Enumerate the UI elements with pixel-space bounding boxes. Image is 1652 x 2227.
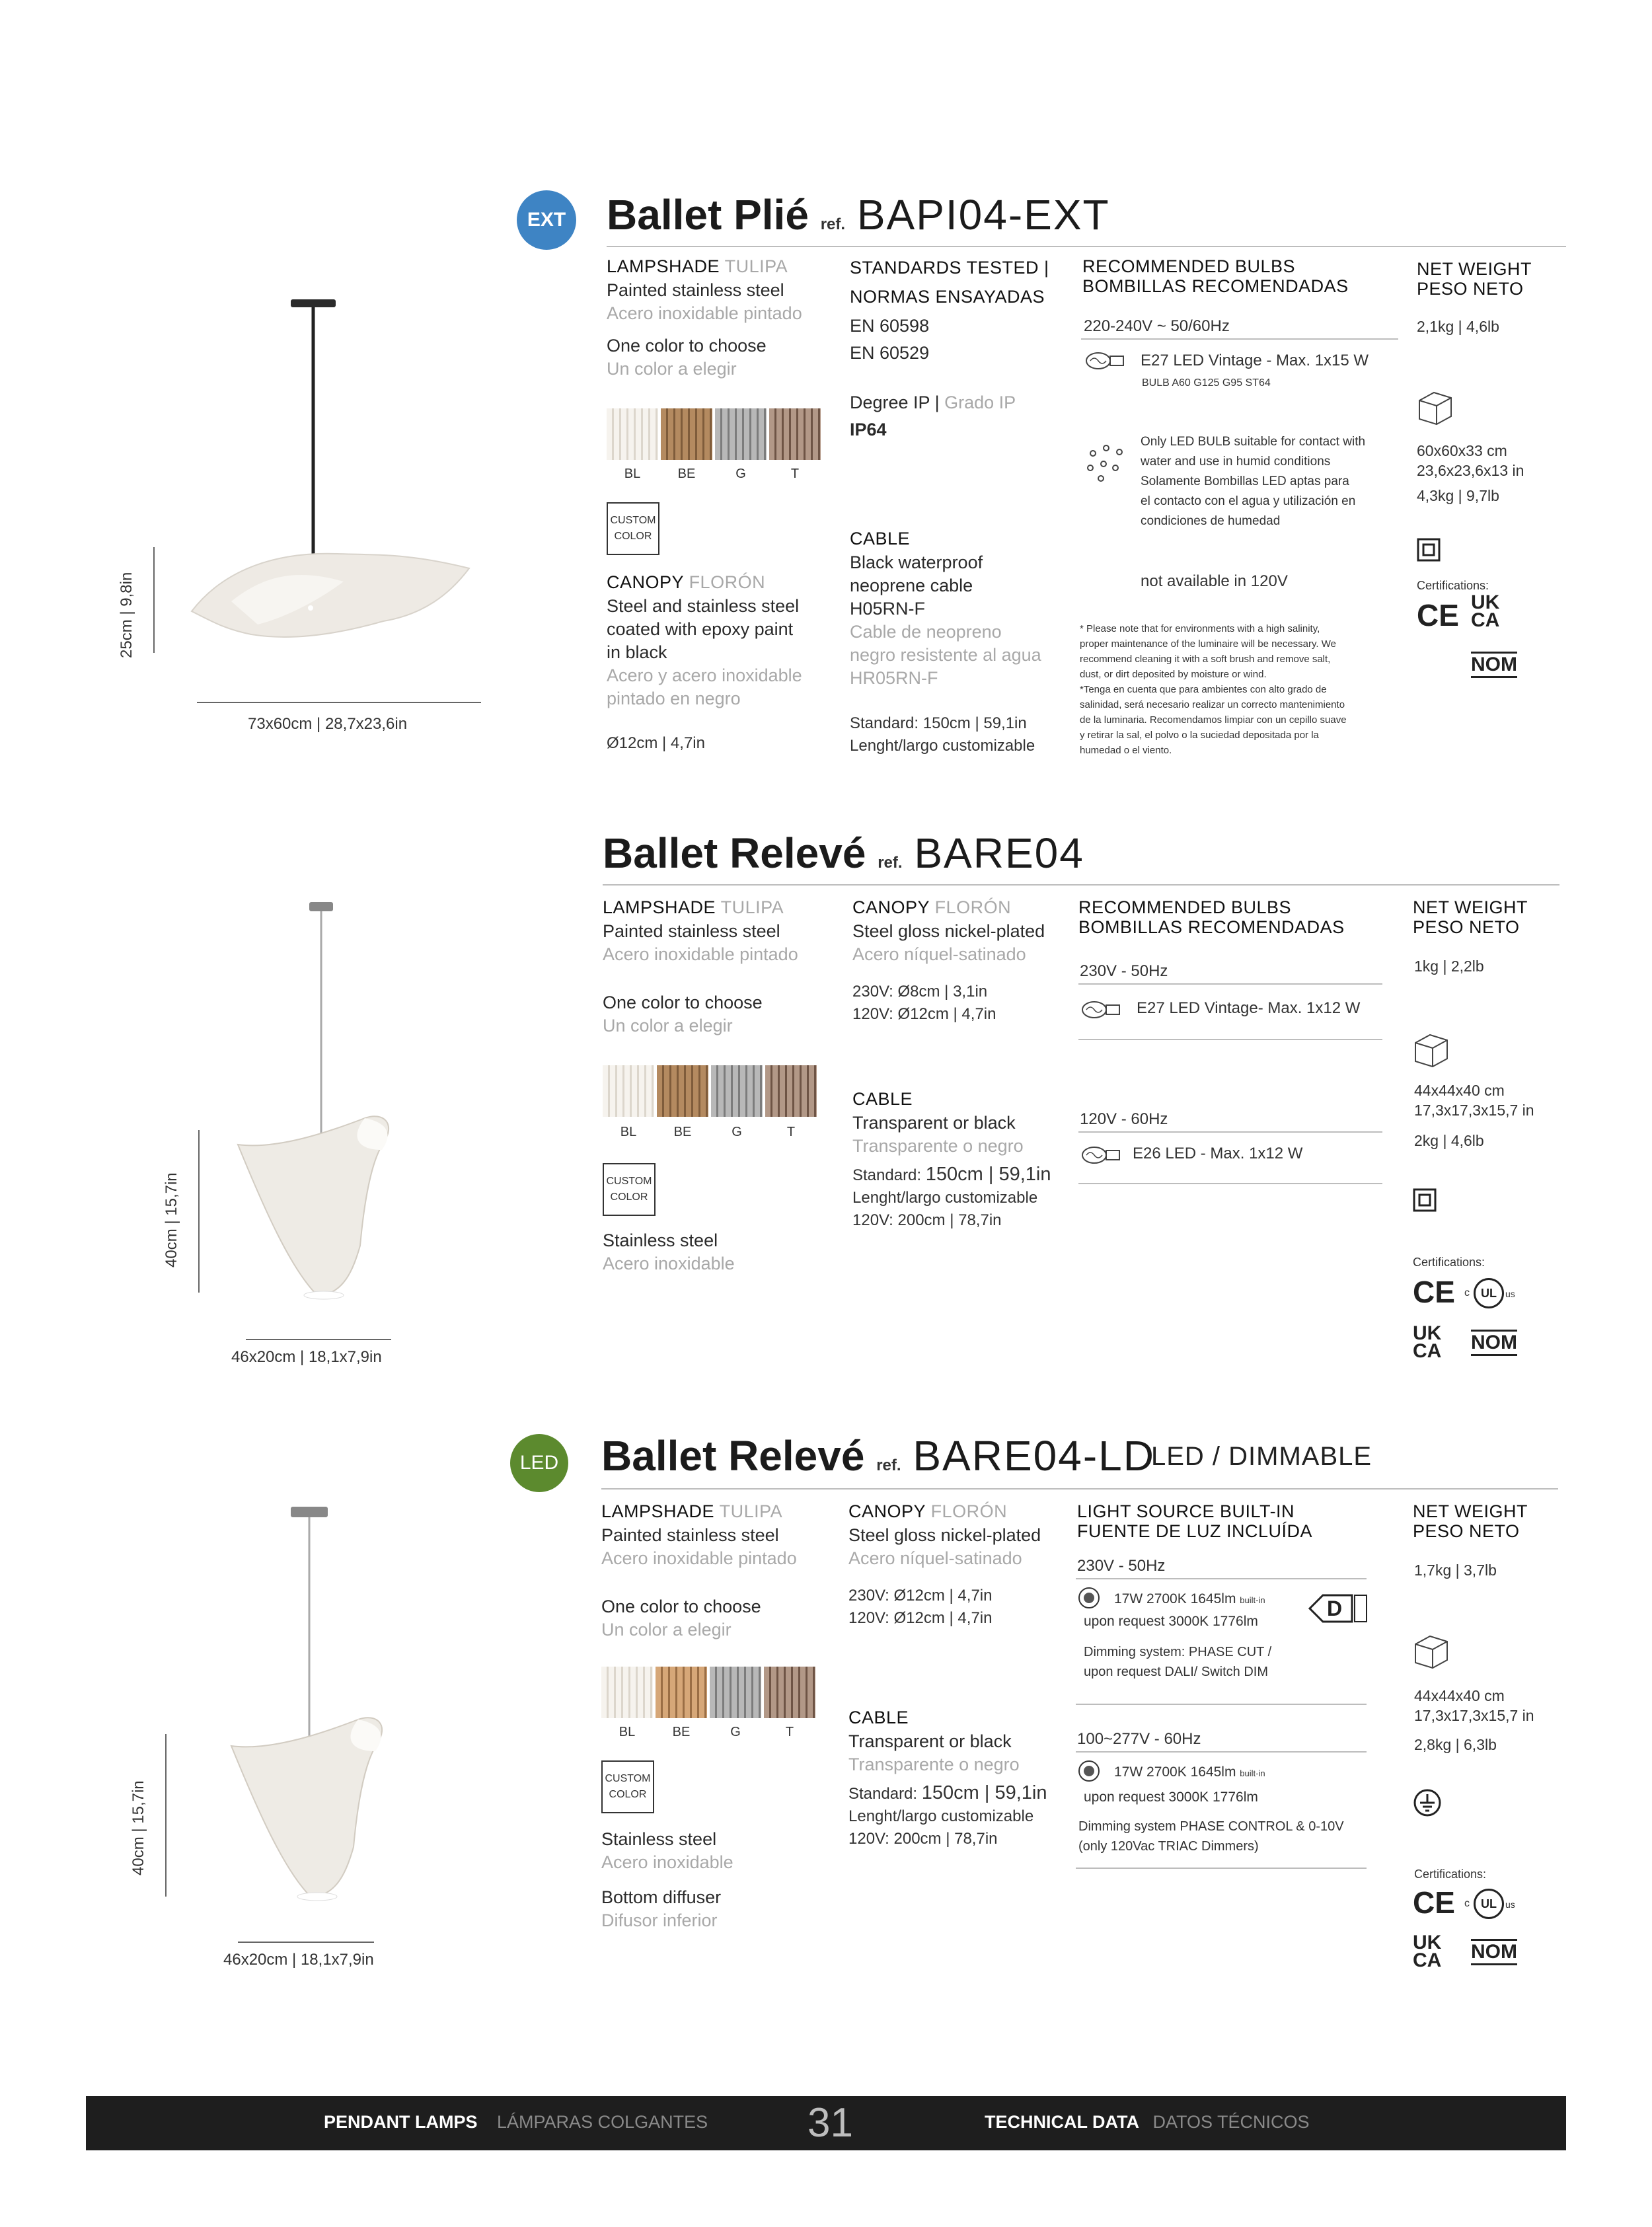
weight-heading: NET WEIGHT — [1413, 1501, 1528, 1521]
cable-120v: 120V: 200cm | 78,7in — [848, 1830, 998, 1848]
lamp-image-ballet-releve — [218, 899, 416, 1308]
cable-heading: CABLE — [852, 1089, 913, 1109]
color-choice-es: Un color a elegir — [603, 1016, 733, 1036]
bottom-diffuser-es: Difusor inferior — [601, 1910, 718, 1930]
swatch-be[interactable] — [656, 1667, 707, 1718]
humid-note: water and use in humid conditions — [1141, 455, 1331, 469]
earth-ground-icon — [1413, 1788, 1442, 1817]
canopy-heading: CANOPY — [852, 897, 930, 917]
light-rule — [1076, 1868, 1367, 1869]
humid-note: Only LED BULB suitable for contact with — [1141, 435, 1366, 449]
swatch-label: BE — [672, 1725, 691, 1739]
swatch-label: BL — [620, 1125, 637, 1139]
ce-mark: CE — [1413, 1885, 1455, 1920]
cable-heading: CABLE — [850, 529, 911, 548]
title-rule — [607, 246, 1566, 247]
ip-rating: IP64 — [850, 420, 887, 439]
height-dimension: 25cm | 9,8in — [118, 572, 135, 658]
swatch-t[interactable] — [769, 408, 821, 460]
canopy-size-120v: 120V: Ø12cm | 4,7in — [848, 1609, 993, 1627]
box-size: 44x44x40 cm — [1414, 1687, 1505, 1704]
custom-color-box[interactable]: CUSTOM COLOR — [601, 1760, 654, 1813]
bulb-spec: E27 LED Vintage - Max. 1x15 W — [1141, 352, 1369, 369]
height-dim-line — [153, 547, 155, 653]
swatch-label: G — [730, 1725, 741, 1739]
cul-us-mark: c UL us — [1464, 1889, 1524, 1918]
color-choice: One color to choose — [607, 336, 767, 356]
box-size-in: 23,6x23,6x13 in — [1417, 462, 1524, 479]
footer-section: PENDANT LAMPS — [324, 2112, 478, 2132]
cable-line-es: negro resistente al agua — [850, 645, 1041, 665]
width-dimension: 73x60cm | 28,7x23,6in — [248, 715, 408, 733]
box-size: 44x44x40 cm — [1414, 1082, 1505, 1099]
box-size-in: 17,3x17,3x15,7 in — [1414, 1102, 1534, 1119]
swatch-g[interactable] — [711, 1065, 763, 1117]
voltage-rule — [1078, 983, 1382, 985]
page-footer — [86, 2096, 1566, 2150]
net-weight: 1,7kg | 3,7lb — [1414, 1562, 1497, 1579]
led-dimmable-tag: LED / DIMMABLE — [1151, 1442, 1372, 1471]
bottom-diffuser: Bottom diffuser — [601, 1887, 722, 1907]
bulb-voltage-120v: 120V - 60Hz — [1080, 1110, 1168, 1128]
certifications-label: Certifications: — [1414, 1868, 1487, 1881]
bulbs-heading-es: BOMBILLAS RECOMENDADAS — [1078, 917, 1345, 937]
canopy-line-es: Acero níquel-satinado — [848, 1548, 1022, 1568]
cable-standard-label: Standard: — [848, 1785, 918, 1803]
led-chip-icon — [1077, 1586, 1101, 1610]
lampshade-material-es: Acero inoxidable pintado — [603, 944, 798, 964]
dimming-120v: Dimming system PHASE CONTROL & 0-10V — [1078, 1819, 1344, 1834]
lampshade-heading: LAMPSHADE — [601, 1501, 715, 1521]
custom-color-box[interactable]: CUSTOM COLOR — [603, 1163, 656, 1216]
color-choice-es: Un color a elegir — [601, 1620, 732, 1640]
cable-custom: Lenght/largo customizable — [848, 1807, 1034, 1825]
canopy-size-120v: 120V: Ø12cm | 4,7in — [852, 1005, 996, 1023]
canopy-heading: CANOPY — [607, 572, 684, 592]
light-rule — [1076, 1704, 1367, 1705]
gross-weight: 2,8kg | 6,3lb — [1414, 1736, 1497, 1753]
standards-heading-es: NORMAS ENSAYADAS — [850, 287, 1045, 307]
swatch-bl[interactable] — [601, 1667, 653, 1718]
weight-heading-es: PESO NETO — [1417, 279, 1524, 299]
dimming-120v-note: (only 120Vac TRIAC Dimmers) — [1078, 1839, 1259, 1854]
color-choice-es: Un color a elegir — [607, 359, 737, 379]
page-number: 31 — [807, 2100, 853, 2146]
box-icon — [1417, 389, 1454, 426]
bulb-rule — [1078, 1039, 1382, 1040]
bulb-types: BULB A60 G125 G95 ST64 — [1142, 377, 1271, 389]
bulb-rule — [1078, 1183, 1382, 1184]
lampshade-heading: LAMPSHADE — [607, 256, 720, 276]
cable-120v: 120V: 200cm | 78,7in — [852, 1211, 1002, 1229]
height-dimension: 40cm | 15,7in — [130, 1780, 147, 1875]
box-icon — [1413, 1031, 1450, 1068]
light-spec-230v: 17W 2700K 1645lm — [1114, 1591, 1236, 1606]
title-rule — [601, 1488, 1558, 1490]
light-spec-120v: 17W 2700K 1645lm — [1114, 1764, 1236, 1780]
swatch-label: T — [786, 1125, 796, 1139]
width-dimension: 46x20cm | 18,1x7,9in — [223, 1951, 374, 1969]
box-size-in: 17,3x17,3x15,7 in — [1414, 1707, 1534, 1724]
dimming-230v: Dimming system: PHASE CUT / — [1084, 1645, 1272, 1659]
bulb-spec-230v: E27 LED Vintage- Max. 1x12 W — [1137, 999, 1361, 1017]
ukca-mark: UK CA — [1413, 1322, 1442, 1362]
stainless-steel-es: Acero inoxidable — [603, 1254, 735, 1273]
swatch-be[interactable] — [661, 408, 712, 460]
swatch-label: BL — [619, 1725, 636, 1739]
humid-note-es: condiciones de humedad — [1141, 514, 1281, 528]
lampshade-material: Painted stainless steel — [601, 1525, 779, 1545]
light-source-heading: LIGHT SOURCE BUILT-IN — [1077, 1501, 1295, 1521]
gross-weight: 4,3kg | 9,7lb — [1417, 487, 1499, 504]
swatch-bl[interactable] — [603, 1065, 654, 1117]
color-choice: One color to choose — [601, 1597, 761, 1616]
lampshade-material-es: Acero inoxidable pintado — [607, 303, 802, 323]
width-dim-line — [246, 1339, 391, 1340]
standard-item: EN 60529 — [850, 343, 930, 363]
canopy-line: Steel gloss nickel-plated — [852, 921, 1045, 941]
cable-line: Transparent or black — [852, 1113, 1016, 1133]
canopy-line: Steel gloss nickel-plated — [848, 1525, 1041, 1545]
height-dim-line — [165, 1734, 167, 1897]
product-title: Ballet Plié ref. BAPI04-EXT — [607, 191, 1110, 239]
bulbs-heading: RECOMMENDED BULBS — [1082, 256, 1296, 276]
lampshade-material: Painted stainless steel — [607, 280, 784, 300]
cable-line-es: HR05RN-F — [850, 668, 938, 688]
swatch-label: G — [735, 467, 746, 481]
lampshade-material-es: Acero inoxidable pintado — [601, 1548, 797, 1568]
cable-custom: Lenght/largo customizable — [852, 1189, 1038, 1207]
weight-heading: NET WEIGHT — [1417, 259, 1532, 279]
class-ii-icon — [1417, 538, 1441, 562]
cable-standard-label: Standard: — [852, 1166, 922, 1184]
cable-line-es: Transparente o negro — [852, 1136, 1024, 1156]
bulb-icon — [1084, 349, 1127, 373]
light-request-120v: upon request 3000K 1776lm — [1084, 1790, 1258, 1805]
lamp-image-ballet-releve-led — [211, 1500, 410, 1910]
swatch-g[interactable] — [715, 408, 767, 460]
bulb-icon — [1080, 1143, 1123, 1167]
bulb-voltage-230v: 230V - 50Hz — [1080, 962, 1168, 980]
cable-standard: 150cm | 59,1in — [925, 1164, 1051, 1185]
canopy-line-es: Acero níquel-satinado — [852, 944, 1026, 964]
swatch-label: BE — [673, 1125, 692, 1139]
canopy-size-230v: 230V: Ø8cm | 3,1in — [852, 983, 988, 1000]
footer-technical: TECHNICAL DATA — [985, 2112, 1139, 2132]
cable-line: H05RN-F — [850, 599, 926, 619]
light-voltage-230v: 230V - 50Hz — [1077, 1557, 1166, 1575]
nom-mark: NOM — [1471, 1330, 1517, 1356]
canopy-heading: CANOPY — [848, 1501, 926, 1521]
light-voltage-120v: 100~277V - 60Hz — [1077, 1730, 1201, 1748]
width-dim-line — [238, 1942, 374, 1943]
nom-mark: NOM — [1471, 1939, 1517, 1965]
swatch-be[interactable] — [657, 1065, 708, 1117]
cable-custom: Lenght/largo customizable — [850, 737, 1035, 755]
width-dim-line — [197, 702, 481, 703]
stainless-steel-es: Acero inoxidable — [601, 1852, 733, 1872]
cable-standard: Standard: 150cm | 59,1in — [850, 714, 1027, 732]
height-dim-line — [198, 1130, 200, 1293]
canopy-size: Ø12cm | 4,7in — [607, 734, 705, 752]
canopy-line-es: pintado en negro — [607, 689, 741, 708]
stainless-steel: Stainless steel — [603, 1230, 718, 1250]
gross-weight: 2kg | 4,6lb — [1414, 1132, 1484, 1149]
bulb-voltage: 220-240V ~ 50/60Hz — [1084, 317, 1230, 335]
cable-standard: 150cm | 59,1in — [921, 1782, 1047, 1803]
dimming-230v-request: upon request DALI/ Switch DIM — [1084, 1665, 1269, 1679]
cable-heading: CABLE — [848, 1708, 909, 1727]
light-request-230v: upon request 3000K 1776lm — [1084, 1614, 1258, 1629]
box-icon — [1413, 1632, 1450, 1669]
water-drops-icon — [1081, 439, 1134, 485]
color-choice: One color to choose — [603, 993, 763, 1012]
swatch-label: T — [785, 1725, 794, 1739]
nom-mark: NOM — [1471, 652, 1517, 678]
swatch-label: BL — [624, 467, 641, 481]
canopy-size-230v: 230V: Ø12cm | 4,7in — [848, 1587, 993, 1604]
ce-mark: CE — [1417, 598, 1459, 632]
cable-line: Transparent or black — [848, 1731, 1012, 1751]
swatch-t[interactable] — [765, 1065, 817, 1117]
lampshade-heading: LAMPSHADE — [603, 897, 716, 917]
class-ii-icon — [1413, 1188, 1437, 1212]
title-rule — [603, 884, 1559, 886]
bulbs-heading-es: BOMBILLAS RECOMENDADAS — [1082, 276, 1349, 296]
width-dimension: 46x20cm | 18,1x7,9in — [231, 1348, 382, 1366]
cable-line: Black waterproof — [850, 552, 983, 572]
height-dimension: 40cm | 15,7in — [163, 1172, 180, 1267]
ip-label: Degree IP | — [850, 393, 940, 412]
voltage-rule — [1078, 1131, 1382, 1133]
ce-mark: CE — [1413, 1275, 1455, 1309]
ext-badge: EXT — [517, 190, 576, 250]
canopy-line: in black — [607, 642, 667, 662]
swatch-bl[interactable] — [607, 408, 658, 460]
cable-line-es: Transparente o negro — [848, 1755, 1020, 1774]
energy-class-label: D — [1308, 1593, 1369, 1624]
box-size: 60x60x33 cm — [1417, 442, 1507, 459]
led-chip-icon — [1077, 1759, 1101, 1783]
ukca-mark: UK CA — [1471, 591, 1500, 631]
bulbs-heading: RECOMMENDED BULBS — [1078, 897, 1292, 917]
swatch-g[interactable] — [710, 1667, 761, 1718]
cul-us-mark: c UL us — [1464, 1278, 1524, 1307]
swatch-label: T — [790, 467, 800, 481]
custom-color-box[interactable]: CUSTOM COLOR — [607, 502, 659, 555]
voltage-rule — [1076, 1751, 1367, 1753]
not-available-120v: not available in 120V — [1141, 572, 1288, 590]
voltage-rule — [1081, 338, 1398, 340]
footer-technical-es: DATOS TÉCNICOS — [1152, 2112, 1310, 2132]
standards-heading: STANDARDS TESTED | — [850, 258, 1049, 278]
ukca-mark: UK CA — [1413, 1932, 1442, 1971]
salinity-note: * Please note that for environments with a high salinity, proper maintenance of the luminaire will be necessary. We recommend cleaning it with a soft brush and remove salt, dust, or dirt deposited by moisture or wind. *Tenga en cuenta que para ambientes con alto grado de salinidad, será necesario realizar un correcto mantenimiento de la luminaria. Recomendamos limpiar con un cepillo suave y retirar la sal, el polvo o la suciedad depositada por la humedad o el viento. — [1080, 623, 1347, 756]
footer-section-es: LÁMPARAS COLGANTES — [497, 2112, 708, 2132]
canopy-line: Steel and stainless steel — [607, 596, 800, 616]
bulb-spec-120v: E26 LED - Max. 1x12 W — [1133, 1145, 1303, 1162]
weight-heading-es: PESO NETO — [1413, 1521, 1520, 1541]
certifications-label: Certifications: — [1413, 1256, 1485, 1269]
light-source-heading-es: FUENTE DE LUZ INCLUÍDA — [1077, 1521, 1313, 1541]
product-title: Ballet Relevé ref. BARE04 — [603, 829, 1084, 877]
cable-line: neoprene cable — [850, 576, 973, 595]
net-weight: 1kg | 2,2lb — [1414, 958, 1484, 975]
standard-item: EN 60598 — [850, 316, 930, 336]
bulb-icon — [1080, 998, 1123, 1022]
voltage-rule — [1076, 1578, 1367, 1579]
weight-heading-es: PESO NETO — [1413, 917, 1520, 937]
net-weight: 2,1kg | 4,6lb — [1417, 318, 1499, 335]
cable-line-es: Cable de neopreno — [850, 622, 1002, 642]
swatch-t[interactable] — [764, 1667, 815, 1718]
canopy-line-es: Acero y acero inoxidable — [607, 665, 802, 685]
swatch-label: BE — [677, 467, 696, 481]
product-title: Ballet Relevé ref. BARE04-LD — [601, 1432, 1155, 1480]
humid-note-es: el contacto con el agua y utilización en — [1141, 494, 1356, 508]
led-badge: LED — [510, 1434, 568, 1492]
lamp-image-ballet-plie — [185, 291, 502, 661]
stainless-steel: Stainless steel — [601, 1829, 717, 1849]
certifications-label: Certifications: — [1417, 579, 1489, 592]
swatch-label: G — [732, 1125, 742, 1139]
canopy-line: coated with epoxy paint — [607, 619, 794, 639]
humid-note-es: Solamente Bombillas LED aptas para — [1141, 474, 1349, 488]
lampshade-material: Painted stainless steel — [603, 921, 780, 941]
weight-heading: NET WEIGHT — [1413, 897, 1528, 917]
